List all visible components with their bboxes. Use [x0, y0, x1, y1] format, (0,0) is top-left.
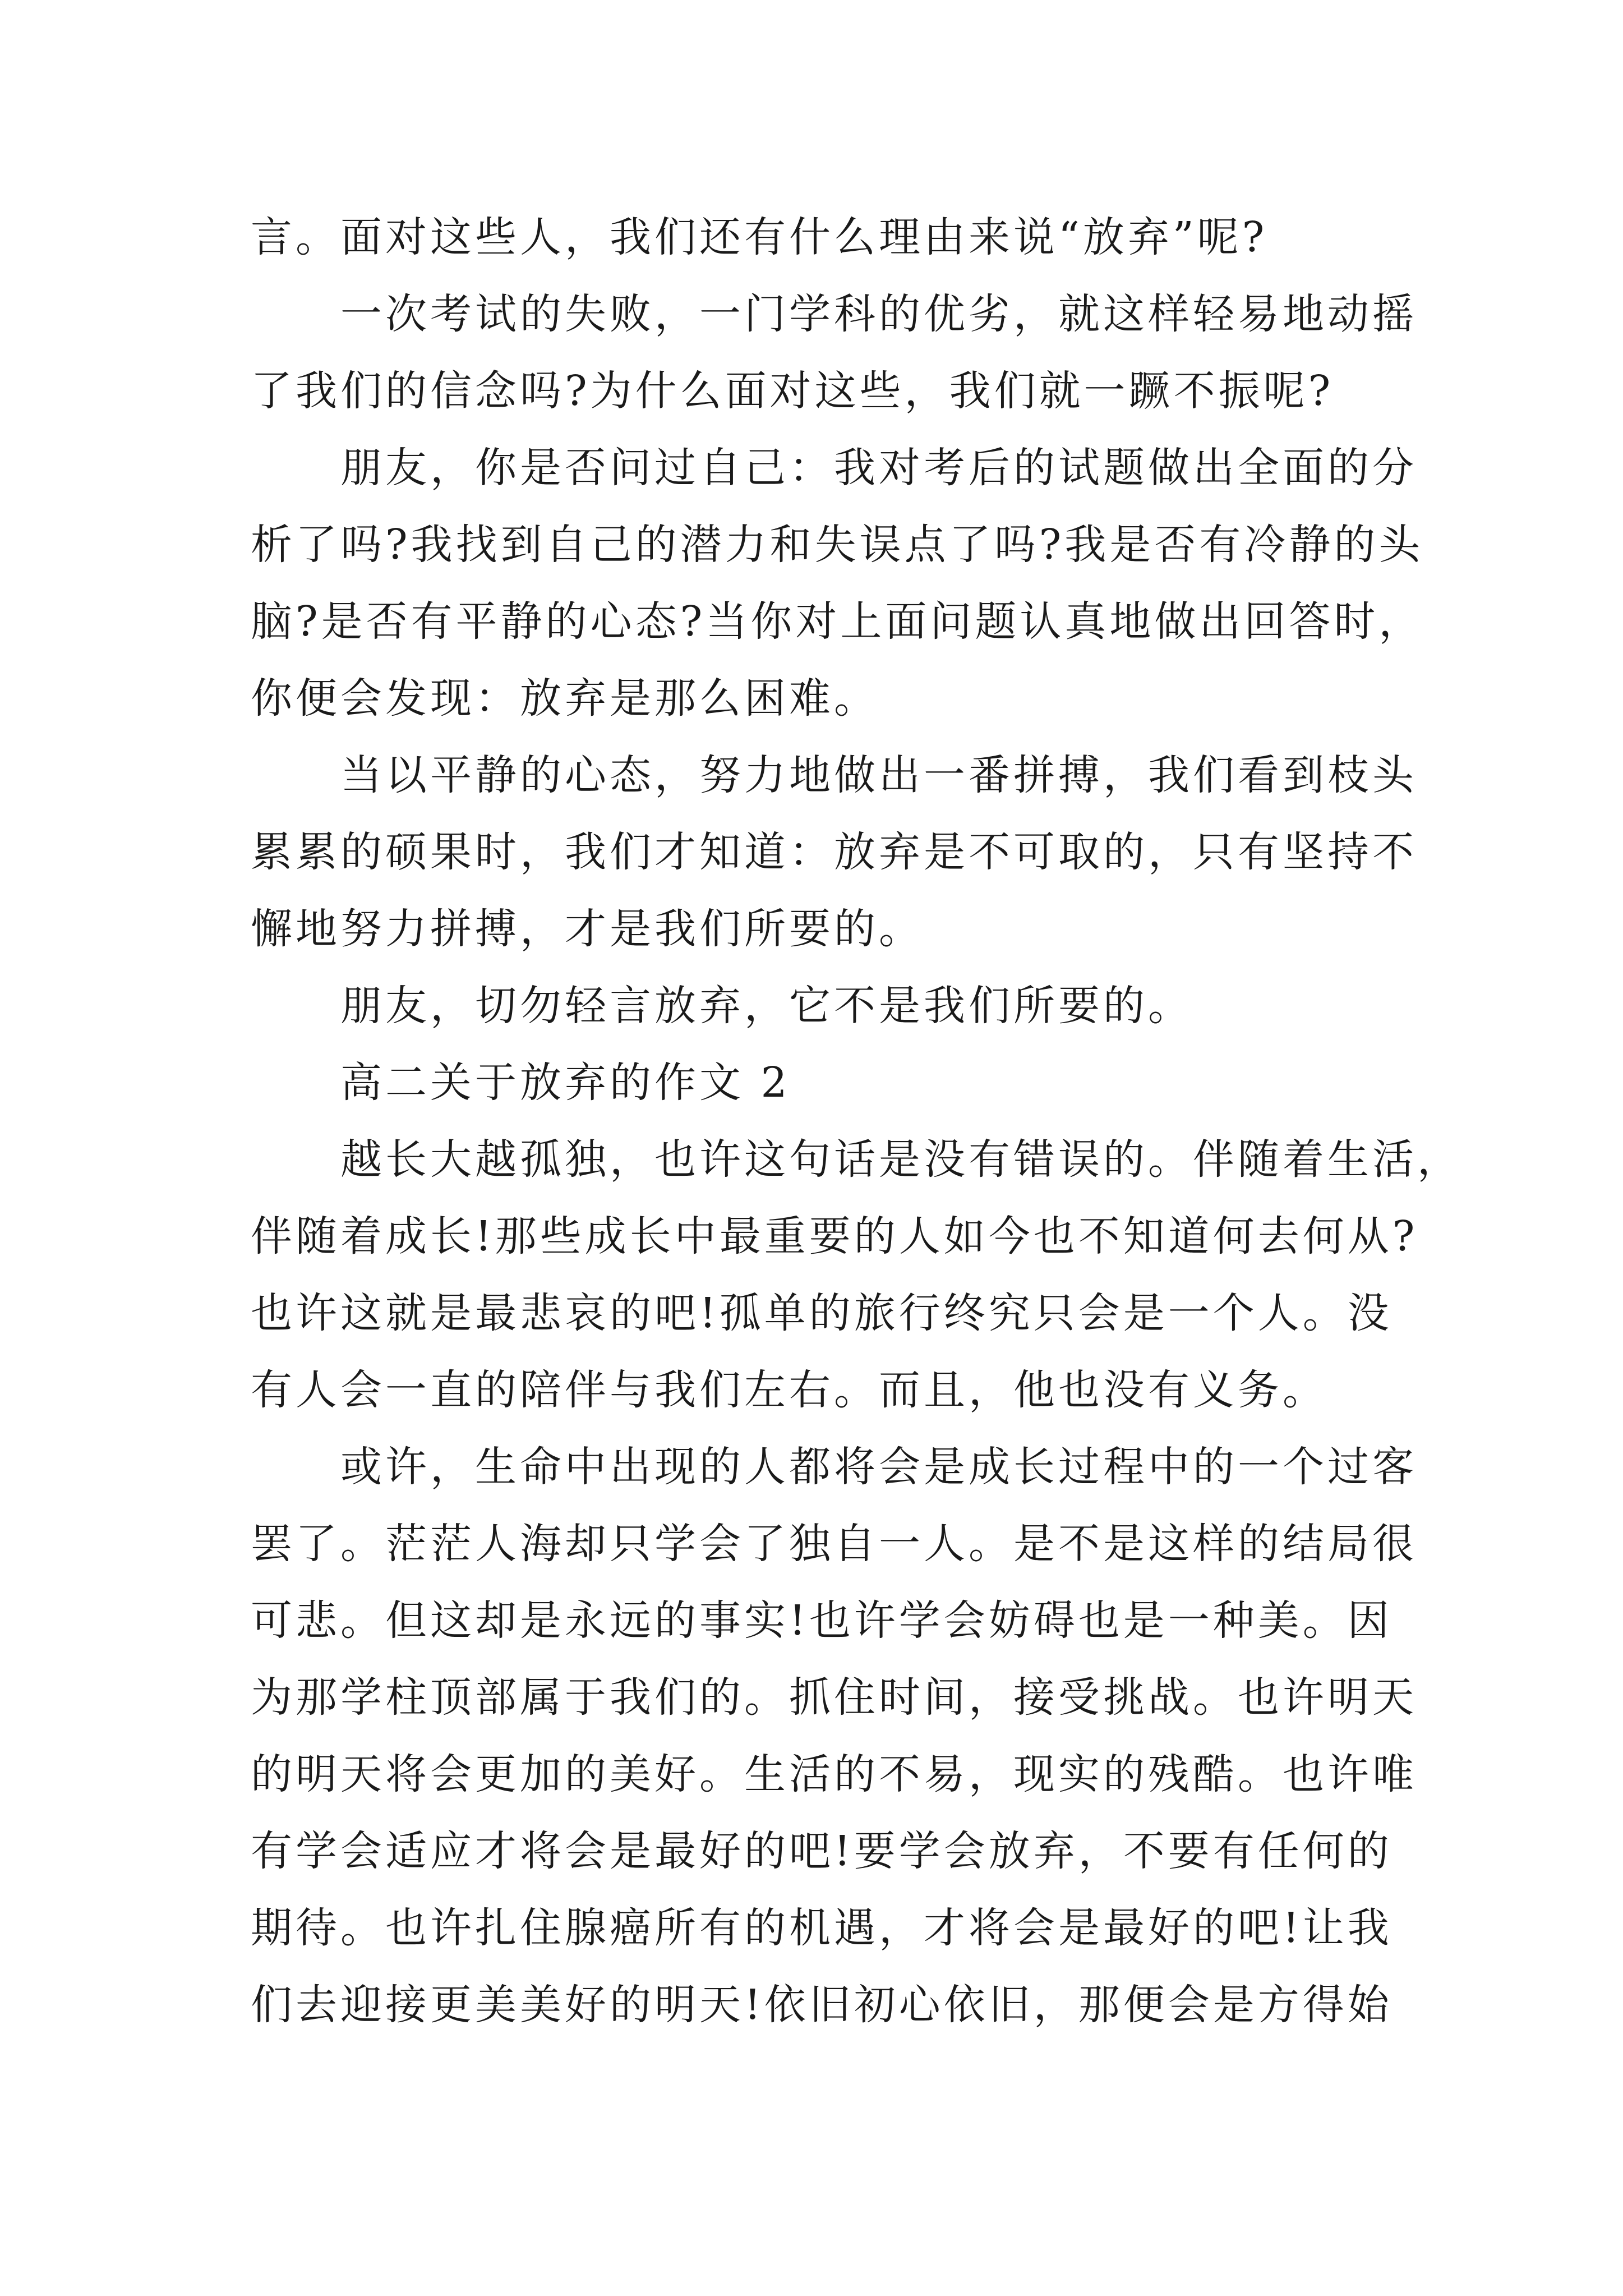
- text-line: 析了吗?我找到自己的潜力和失误点了吗?我是否有冷静的头: [251, 521, 1424, 569]
- text-line: 有人会一直的陪伴与我们左右。而且，他也没有义务。: [251, 1366, 1327, 1414]
- text-line: 言。面对这些人，我们还有什么理由来说“放弃”呢?: [251, 213, 1268, 261]
- text-line: 越长大越孤独，也许这句话是没有错误的。伴随着生活，: [340, 1135, 1462, 1184]
- text-line: 们去迎接更美美好的明天!依旧初心依旧，那便会是方得始: [251, 1981, 1393, 2029]
- text-line: 了我们的信念吗?为什么面对这些，我们就一蹶不振呢?: [251, 367, 1334, 415]
- text-line: 懈地努力拼搏，才是我们所要的。: [251, 905, 924, 953]
- text-line: 一次考试的失败，一门学科的优劣，就这样轻易地动摇: [340, 290, 1417, 338]
- text-line: 当以平静的心态，努力地做出一番拼搏，我们看到枝头: [340, 751, 1417, 799]
- text-line: 为那学柱顶部属于我们的。抓住时间，接受挑战。也许明天: [251, 1673, 1417, 1722]
- document-body: [251, 199, 1462, 2044]
- text-line: 期待。也许扎住腺癌所有的机遇，才将会是最好的吧!让我: [251, 1904, 1393, 1952]
- text-line: 或许，生命中出现的人都将会是成长过程中的一个过客: [340, 1443, 1417, 1491]
- text-line: 累累的硕果时，我们才知道：放弃是不可取的，只有坚持不: [251, 828, 1417, 876]
- text-line: 可悲。但这却是永远的事实!也许学会妨碍也是一种美。因: [251, 1596, 1393, 1645]
- text-line: 朋友，你是否问过自己：我对考后的试题做出全面的分: [340, 444, 1417, 492]
- text-line: 罢了。茫茫人海却只学会了独自一人。是不是这样的结局很: [251, 1520, 1417, 1568]
- text-line: 的明天将会更加的美好。生活的不易，现实的残酷。也许唯: [251, 1750, 1417, 1798]
- text-line: 你便会发现：放弃是那么困难。: [251, 674, 879, 723]
- text-line: 脑?是否有平静的心态?当你对上面问题认真地做出回答时，: [251, 597, 1424, 646]
- text-line: 有学会适应才将会是最好的吧!要学会放弃，不要有任何的: [251, 1827, 1393, 1875]
- text-line: 也许这就是最悲哀的吧!孤单的旅行终究只会是一个人。没: [251, 1289, 1393, 1337]
- text-line: 伴随着成长!那些成长中最重要的人如今也不知道何去何从?: [251, 1212, 1418, 1260]
- text-line: 朋友，切勿轻言放弃，它不是我们所要的。: [340, 982, 1193, 1030]
- section-heading: 高二关于放弃的作文 2: [340, 1059, 791, 1107]
